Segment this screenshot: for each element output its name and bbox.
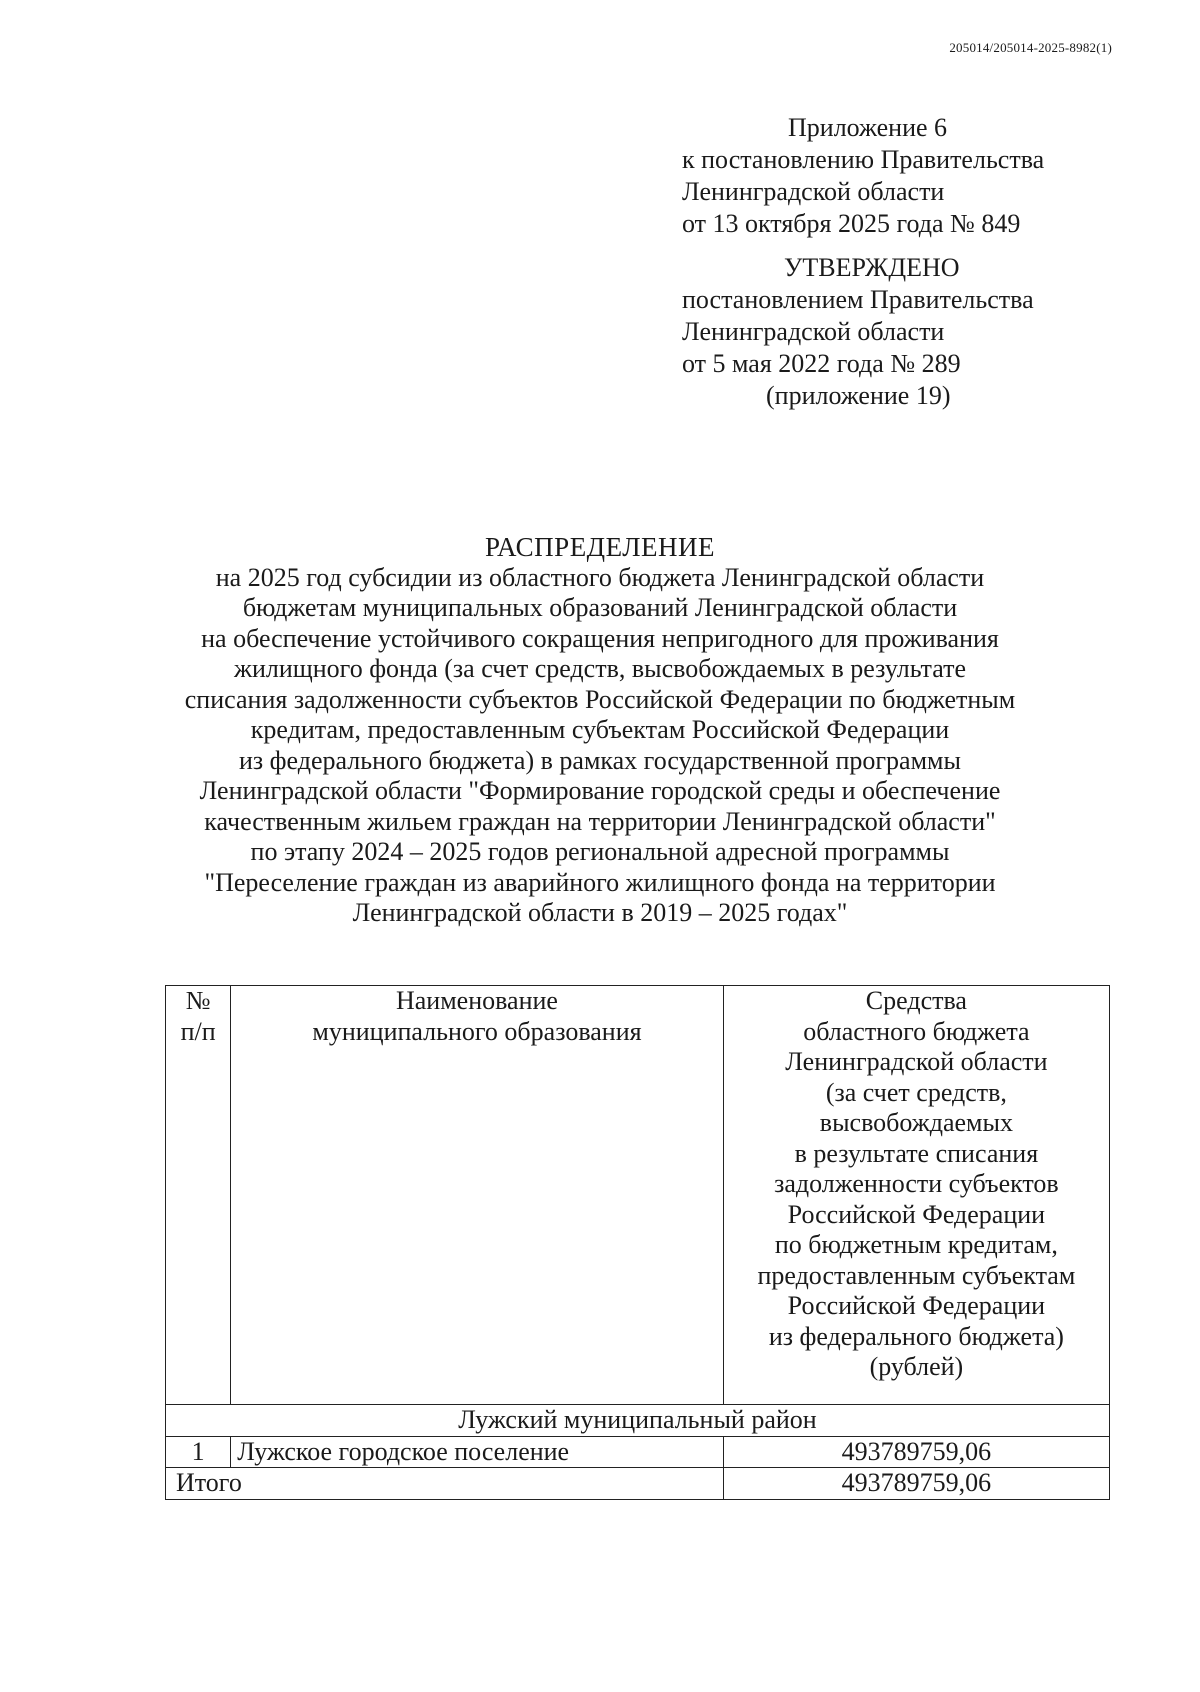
header-amount-line: Средства [865, 986, 967, 1015]
header-amount-line: областного бюджета [803, 1016, 1030, 1046]
header-amount-line: Российской Федерации [787, 1291, 1046, 1320]
header-number [166, 986, 231, 1405]
approved-appendix-ref: (приложение 19) [766, 381, 951, 410]
appendix-resolution: к постановлению Правительства [682, 145, 1045, 174]
title-line: из федерального бюджета) в рамках государственной программы [239, 745, 961, 775]
approved-resolution: постановлением Правительства [682, 285, 1034, 314]
header-amount [723, 986, 1109, 1405]
title-line: списания задолженности субъектов Российской Федерации по бюджетным [184, 684, 1016, 714]
header-amount-line: Ленинградской области [785, 1047, 1048, 1076]
header-amount-line: (за счет средств, [825, 1077, 1007, 1107]
approved-heading: УТВЕРЖДЕНО [784, 253, 960, 282]
appendix-number: Приложение 6 [788, 113, 948, 142]
header-name-line: муниципального образования [312, 1016, 642, 1046]
section-row [166, 1405, 1110, 1437]
header-amount-line: по бюджетным кредитам, [774, 1230, 1058, 1259]
title-line: по этапу 2024 – 2025 годов региональной адресной программы [250, 837, 950, 866]
header-amount-line: Российской Федерации [787, 1199, 1046, 1229]
header-number-abbr: п/п [180, 1016, 216, 1046]
approved-region: Ленинградской области [682, 317, 945, 346]
header-amount-line: задолженности субъектов [774, 1169, 1059, 1198]
total-amount: 493789759,06 [723, 1468, 1109, 1500]
header-amount-line: высвобождаемых [819, 1108, 1013, 1137]
section-title: Лужский муниципальный район [166, 1405, 1110, 1437]
document-title [100, 532, 1100, 929]
row-number: 1 [166, 1436, 231, 1468]
header-name [231, 986, 724, 1405]
total-label: Итого [166, 1468, 724, 1500]
appendix-block [682, 112, 1102, 412]
title-line: "Переселение граждан из аварийного жилищного фонда на территории [204, 867, 996, 897]
row-amount: 493789759,06 [723, 1436, 1109, 1468]
row-name: Лужское городское поселение [231, 1436, 724, 1468]
appendix-region: Ленинградской области [682, 177, 945, 206]
table-row [166, 1436, 1110, 1468]
header-name-line: Наименование [395, 986, 558, 1015]
header-amount-line: предоставленным субъектам [757, 1260, 1076, 1290]
title-line: на обеспечение устойчивого сокращения непригодного для проживания [201, 623, 999, 653]
title-heading: РАСПРЕДЕЛЕНИЕ [484, 532, 716, 562]
table-header-row [166, 986, 1110, 1405]
appendix-date: от 13 октября 2025 года № 849 [682, 209, 1021, 238]
title-line: на 2025 год субсидии из областного бюджета Ленинградской области [215, 562, 985, 592]
title-line: Ленинградской области в 2019 – 2025 годах" [352, 898, 848, 927]
distribution-table [165, 985, 1110, 1500]
title-line: качественным жильем граждан на территории Ленинградской области" [204, 806, 996, 836]
title-line: бюджетам муниципальных образований Ленинградской области [242, 593, 958, 622]
approved-date: от 5 мая 2022 года № 289 [682, 349, 961, 378]
total-row [166, 1468, 1110, 1500]
header-amount-line: из федерального бюджета) [768, 1321, 1064, 1351]
title-line: Ленинградской области "Формирование городской среды и обеспечение [199, 776, 1001, 805]
title-line: жилищного фонда (за счет средств, высвобождаемых в результате [233, 654, 967, 683]
title-line: кредитам, предоставленным субъектам Российской Федерации [250, 715, 950, 744]
header-number-symbol: № [185, 986, 211, 1015]
header-amount-line: (рублей) [869, 1352, 964, 1381]
document-id: 205014/205014-2025-8982(1) [949, 40, 1112, 55]
header-amount-line: в результате списания [794, 1138, 1039, 1168]
